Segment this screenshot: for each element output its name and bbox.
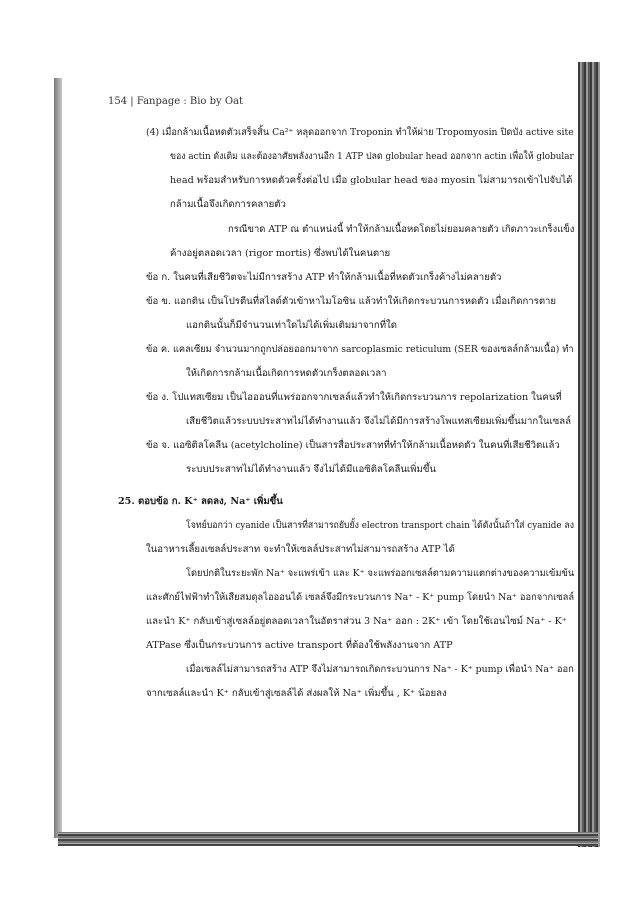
text-line: ให้เกิดการกล้ามเนื้อเกิดการหดตัวเกร็งตลอดเวลา bbox=[186, 368, 387, 379]
text-line: ในอาหารเลี้ยงเซลล์ประสาท จะทำให้เซลล์ประสาทไม่สามารถสร้าง ATP ได้ bbox=[146, 544, 455, 555]
text-line: (4) เมื่อกล้ามเนื้อหดตัวเสร็จสิ้น Ca²⁺ หลุดออกจาก Troponin ทำให้ผ่าย Tropomyosin ปิดบัง active site bbox=[146, 127, 574, 138]
text-line: จากเซลล์และนำ K⁺ กลับเข้าสู่เซลล์ได้ ส่งผลให้ Na⁺ เพิ่มขึ้น , K⁺ น้อยลง bbox=[146, 688, 447, 699]
text-line: และศักย์ไฟฟ้าทำให้เสียสมดุลไอออนได้ เซลล์จึงมีกระบวนการ Na⁺ - K⁺ pump โดยนำ Na⁺ ออกจากเซลล์ bbox=[146, 592, 575, 603]
answer-option-a: ข้อ ก. ในคนที่เสียชีวิตจะไม่มีการสร้าง ATP ทำให้กล้ามเนื้อที่หดตัวเกร็งค้างไม่คลายตัว bbox=[146, 272, 502, 283]
page-edge-shadow-left bbox=[54, 78, 62, 838]
text-line: ของ actin ดังเดิม และต้องอาศัยพลังงานอีก 1 ATP ปลด globular head ออกจาก actin เพื่อให้ globular bbox=[170, 151, 574, 162]
text-line: โจทย์บอกว่า cyanide เป็นสารที่สามารถยับยั้ง electron transport chain ได้ดังนั้นถ้าใส่ cyanide ลง bbox=[186, 520, 575, 531]
answer-option-e: ข้อ จ. แอซิติลโคลีน (acetylcholine) เป็นสารสื่อประสาทที่ทำให้กล้ามเนื้อหดตัว ในคนที่เสียชีวิตแล้ว bbox=[146, 440, 560, 451]
text-line: ATPase ซึ่งเป็นกระบวนการ active transport ที่ต้องใช้พลังงานจาก ATP bbox=[146, 640, 453, 651]
answer-option-c: ข้อ ค. แคลเซียม จำนวนมากถูกปล่อยออกมาจาก sarcoplasmic reticulum (SER ของเซลล์กล้ามเนื้อ) ทำ bbox=[146, 344, 574, 355]
text-line: head พร้อมสำหรับการหดตัวครั้งต่อไป เมื่อ globular head ของ myosin ไม่สามารถเข้าไปจับได้ bbox=[170, 175, 573, 186]
page-edge-shadow-right bbox=[578, 62, 600, 847]
text-line: ระบบประสาทไม่ได้ทำงานแล้ว จึงไม่ได้มีแอซิติลโคลีนเพิ่มขึ้น bbox=[186, 464, 436, 475]
text-line: โดยปกติในระยะพัก Na⁺ จะแพร่เข้า และ K⁺ จะแพร่ออกเซลล์ตามความแตกต่างของความเข้มข้น bbox=[186, 568, 575, 579]
text-line: เมื่อเซลล์ไม่สามารถสร้าง ATP จึงไม่สามารถเกิดกระบวนการ Na⁺ - K⁺ pump เพื่อนำ Na⁺ ออก bbox=[186, 664, 574, 675]
answer-option-d: ข้อ ง. โปแทสเซียม เป็นไอออนที่แพร่ออกจากเซลล์แล้วทำให้เกิดกระบวนการ repolarization ในคนที่ bbox=[146, 392, 562, 403]
page-header: 154 | Fanpage : Bio by Oat bbox=[108, 96, 244, 107]
text-line: ค้างอยู่ตลอดเวลา (rigor mortis) ซึ่งพบได้ในคนตาย bbox=[170, 248, 391, 259]
question-25-answer: 25. ตอบข้อ ก. K⁺ ลดลง, Na⁺ เพิ่มขึ้น bbox=[118, 496, 283, 507]
text-line: เสียชีวิตแล้วระบบประสาทไม่ได้ทำงานแล้ว จึงไม่ได้มีการสร้างโพแทสเซียมเพิ่มขึ้นมากในเซลล์ bbox=[186, 416, 572, 427]
answer-option-b: ข้อ ข. แอกติน เป็นโปรตีนที่สไลด์ตัวเข้าหาไมโอซิน แล้วทำให้เกิดกระบวนการหดตัว เมื่อเกิดการตาย bbox=[146, 296, 557, 307]
text-line: และนำ K⁺ กลับเข้าสู่เซลล์อยู่ตลอดเวลาในอัตราส่วน 3 Na⁺ ออก : 2K⁺ เข้า โดยใช้เอนไซม์ Na⁺ - K⁺ bbox=[146, 616, 567, 627]
text-line: แอกตินนั้นก็มีจำนวนเท่าใดไม่ได้เพิ่มเติมมาจากที่ใด bbox=[186, 320, 397, 331]
text-line: กรณีขาด ATP ณ ตำแหน่งนี้ ทำให้กล้ามเนื้อหดโดยไม่ยอมคลายตัว เกิดภาวะเกร็งแข็ง bbox=[228, 224, 575, 235]
text-line: กล้ามเนื้อจึงเกิดการคลายตัว bbox=[170, 199, 286, 210]
page-edge-shadow-bottom bbox=[58, 832, 598, 846]
